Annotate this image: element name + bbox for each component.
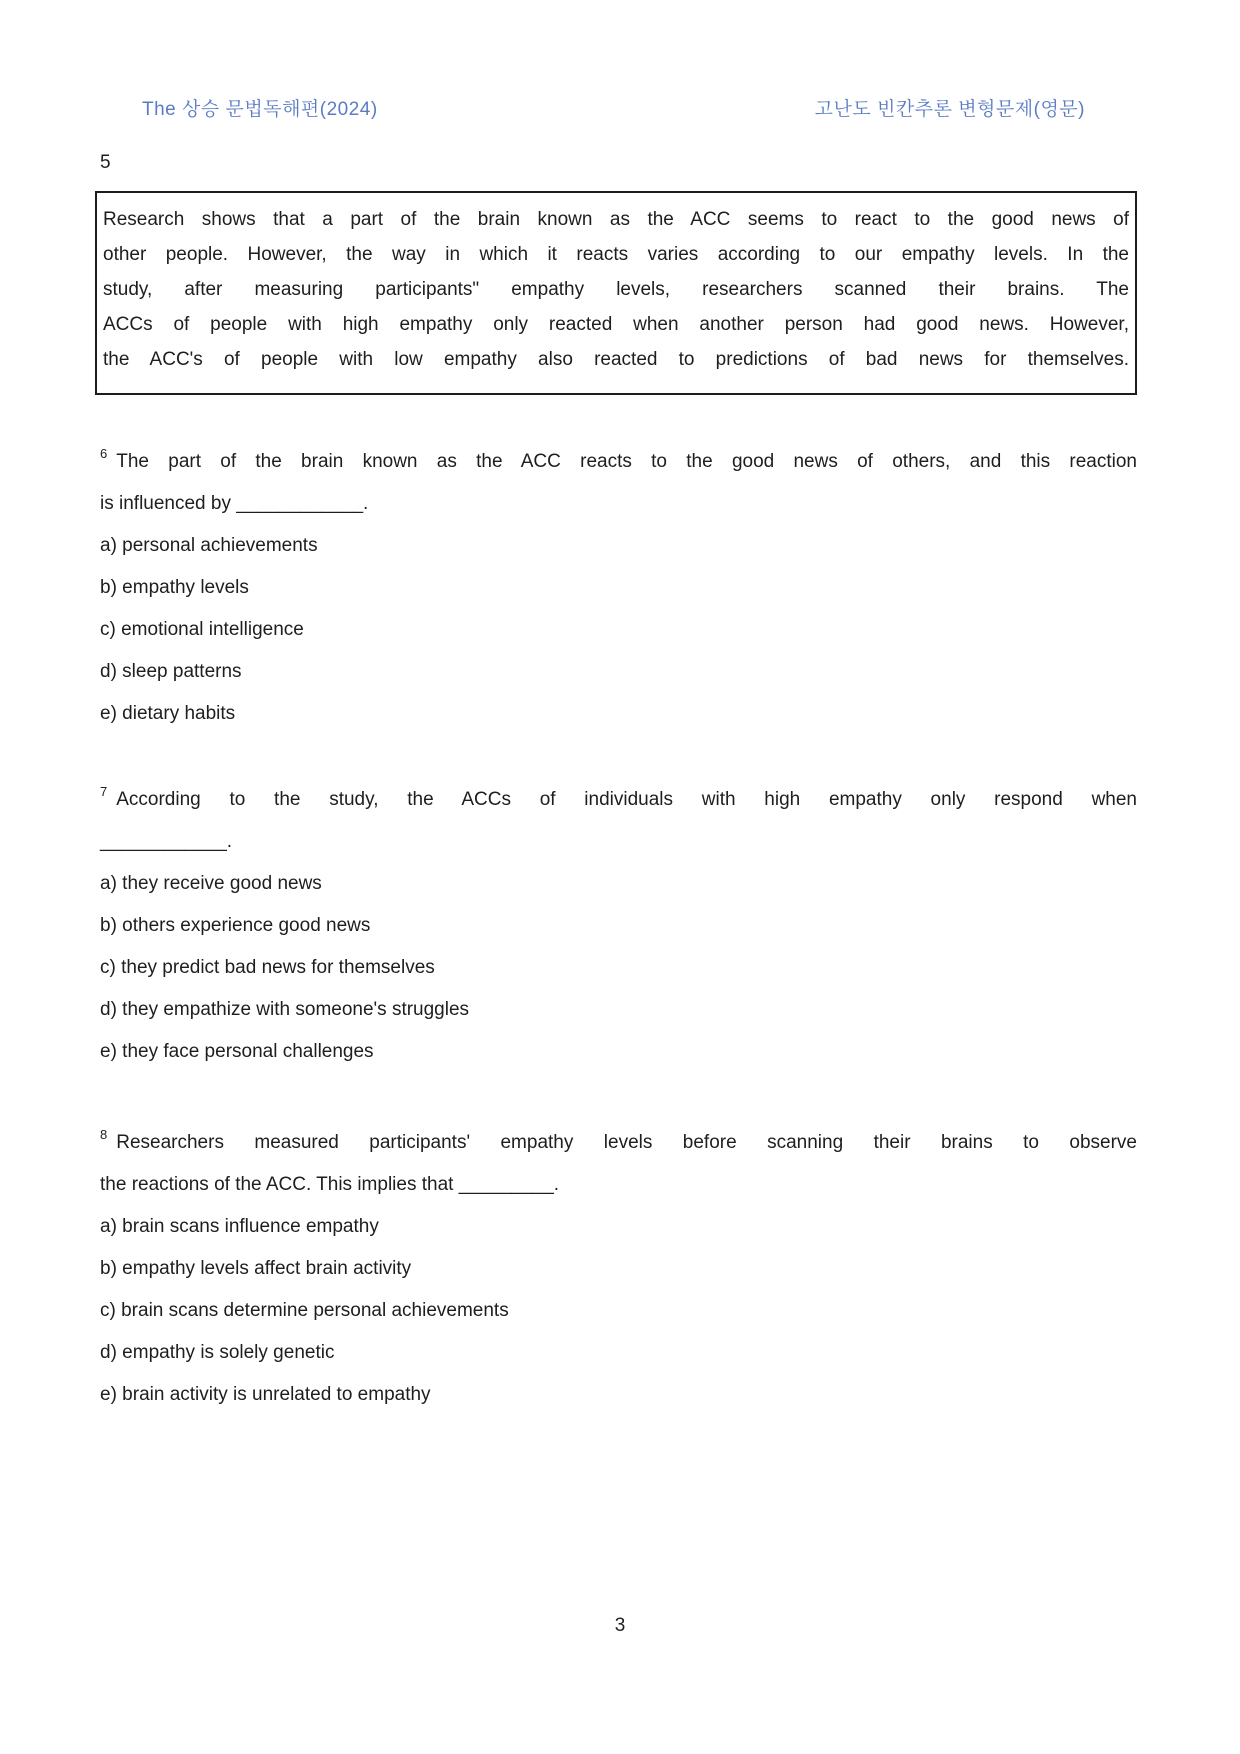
question-6-option-e: e) dietary habits (100, 703, 236, 724)
question-8-option-a: a) brain scans influence empathy (100, 1216, 379, 1237)
page-number: 3 (614, 1615, 626, 1636)
question-7-option-b: b) others experience good news (100, 915, 371, 936)
question-7-number: 7 (100, 784, 108, 799)
passage-line: the ACC's of people with low empathy also reacted to predictions of bad news for themselves. (103, 349, 1129, 370)
passage-line: Research shows that a part of the brain known as the ACC seems to react to the good news of (103, 209, 1129, 230)
question-7-stem-line-2: ____________. (100, 831, 233, 852)
question-6-stem (100, 441, 1137, 483)
question-6-number: 6 (100, 446, 108, 461)
question-7-option-d: d) they empathize with someone's struggles (100, 999, 470, 1020)
question-7-stem-line-1: According to the study, the ACCs of individuals with high empathy only respond when (116, 789, 1137, 810)
question-7-stem (100, 779, 1137, 821)
question-8-option-e: e) brain activity is unrelated to empathy (100, 1384, 431, 1405)
page-header (142, 98, 1085, 122)
question-8-number: 8 (100, 1127, 108, 1142)
header-title-left: The 상승 문법독해편(2024) (142, 99, 378, 120)
passage-line: other people. However, the way in which it reacts varies according to our empathy levels. In the (103, 244, 1129, 265)
question-7-option-a: a) they receive good news (100, 873, 322, 894)
question-6-option-c: c) emotional intelligence (100, 619, 304, 640)
question-6-option-a: a) personal achievements (100, 535, 318, 556)
question-7-option-e: e) they face personal challenges (100, 1041, 374, 1062)
passage-line: study, after measuring participants" empathy levels, researchers scanned their brains. The (103, 279, 1129, 300)
question-6-stem-line-1: The part of the brain known as the ACC reacts to the good news of others, and this reaction (116, 451, 1137, 472)
question-7-option-c: c) they predict bad news for themselves (100, 957, 435, 978)
question-8-stem-line-2: the reactions of the ACC. This implies that _________. (100, 1174, 560, 1195)
question-8-option-d: d) empathy is solely genetic (100, 1342, 335, 1363)
question-8-stem-line-1: Researchers measured participants' empathy levels before scanning their brains to observe (116, 1132, 1137, 1153)
question-6-stem-line-2: is influenced by ____________. (100, 493, 369, 514)
header-title-right: 고난도 빈칸추론 변형문제(영문) (814, 99, 1085, 120)
question-6 (100, 441, 1137, 735)
passage-line: ACCs of people with high empathy only reacted when another person had good news. However, (103, 314, 1129, 335)
question-8-option-c: c) brain scans determine personal achievements (100, 1300, 509, 1321)
question-7 (100, 779, 1137, 1073)
question-8-option-b: b) empathy levels affect brain activity (100, 1258, 412, 1279)
question-6-option-d: d) sleep patterns (100, 661, 242, 682)
passage-box (95, 191, 1137, 395)
question-6-option-b: b) empathy levels (100, 577, 249, 598)
question-8 (100, 1122, 1137, 1416)
question-8-stem (100, 1122, 1137, 1164)
passage-number: 5 (100, 152, 111, 173)
